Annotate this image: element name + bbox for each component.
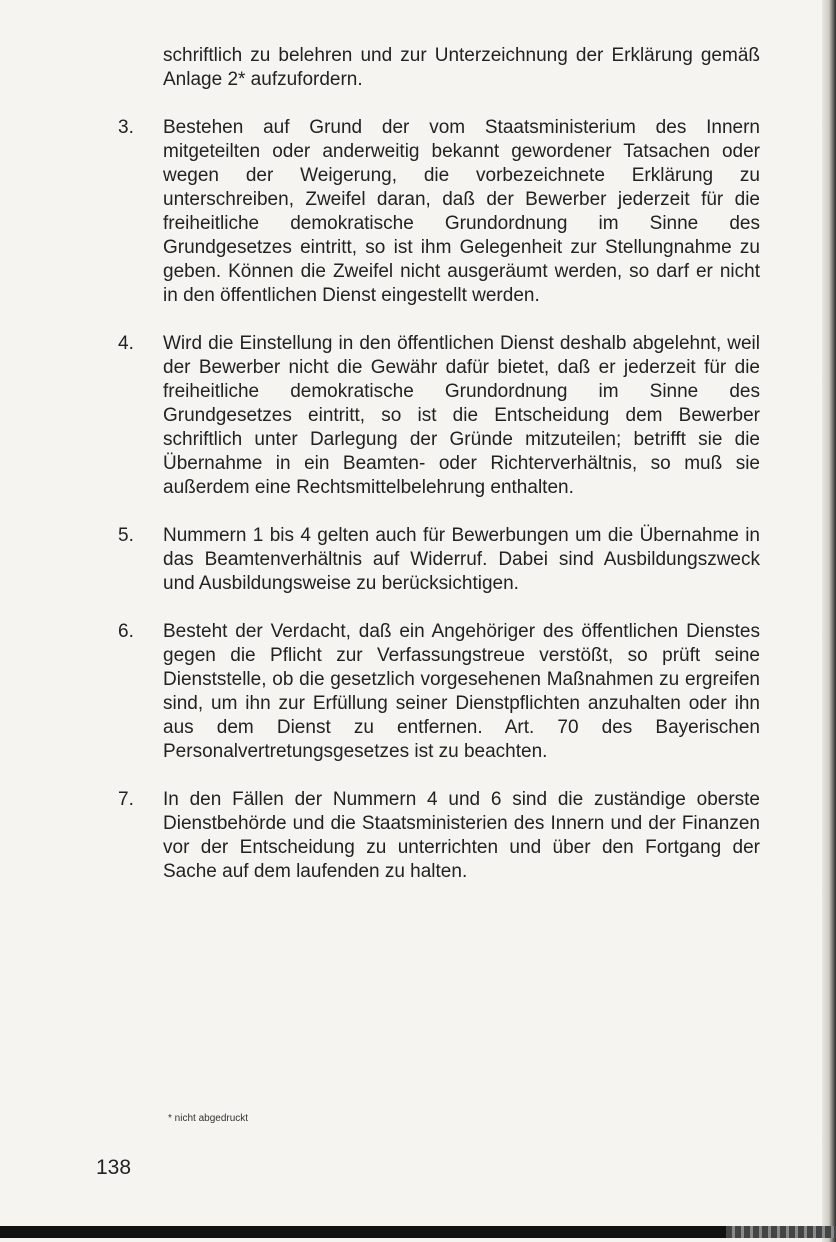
- footnote: * nicht abgedruckt: [168, 1113, 249, 1124]
- scan-edge-artifact: [726, 1226, 836, 1238]
- list-item-6: [118, 620, 760, 764]
- item-text: Wird die Einstellung in den öffentlichen Dienst deshalb abgelehnt, weil der Bewerber nicht die Gewähr dafür bietet, daß er jederzeit für die freiheitliche demokratische Grundordnung im Sinne des Grundgesetzes eintritt, so ist die Entscheidung dem Bewerber schriftlich unter Darlegung der Gründe mitzuteilen; betrifft sie die Übernahme in ein Beamten- oder Richterverhältnis, so muß sie außerdem eine Rechtsmittelbelehrung enthalten.: [163, 333, 760, 498]
- list-item-5: [118, 524, 760, 596]
- item-number: 4.: [118, 333, 134, 354]
- item-number: 6.: [118, 621, 134, 642]
- item-text: Nummern 1 bis 4 gelten auch für Bewerbungen um die Übernahme in das Beamtenverhältnis auf Widerruf. Dabei sind Ausbildungszweck und Ausbildungsweise zu berücksichtigen.: [163, 525, 760, 594]
- item-text: Besteht der Verdacht, daß ein Angehöriger des öffentlichen Dienstes gegen die Pflicht zur Verfassungstreue verstößt, so prüft seine Dienststelle, ob die gesetzlich vorgesehenen Maßnahmen zu ergreifen sind, um ihn zur Erfüllung seiner Dienstpflichten anzuhalten oder ihn aus dem Dienst zu entfernen. Art. 70 des Bayerischen Personalvertretungsgesetzes ist zu beachten.: [163, 621, 760, 762]
- list-item-4: [118, 332, 760, 500]
- item-number: 3.: [118, 117, 134, 138]
- body-text: [118, 44, 760, 908]
- page-binding-edge: [822, 0, 836, 1242]
- continued-paragraph: schriftlich zu belehren und zur Unterzeichnung der Erklärung gemäß Anlage 2* aufzufordern.: [163, 45, 760, 90]
- page-number: 138: [96, 1156, 132, 1179]
- item-text: In den Fällen der Nummern 4 und 6 sind die zuständige oberste Dienstbehörde und die Staatsministerien des Innern und der Finanzen vor der Entscheidung zu unterrichten und über den Fortgang der Sache auf dem laufenden zu halten.: [163, 789, 760, 882]
- list-item-3: [118, 116, 760, 308]
- item-number: 5.: [118, 525, 134, 546]
- item-text: Bestehen auf Grund der vom Staatsministerium des Innern mitgeteilten oder anderweitig bekannt gewordener Tatsachen oder wegen der Weigerung, die vorbezeichnete Erklärung zu unterschreiben, Zweifel daran, daß der Bewerber jederzeit für die freiheitliche demokratische Grundordnung im Sinne des Grundgesetzes eintritt, so ist ihm Gelegenheit zur Stellungnahme zu geben. Können die Zweifel nicht ausgeräumt werden, so darf er nicht in den öffentlichen Dienst eingestellt werden.: [163, 117, 760, 306]
- list-item-7: [118, 788, 760, 884]
- item-number: 7.: [118, 789, 134, 810]
- scan-bottom-edge: [0, 1226, 836, 1238]
